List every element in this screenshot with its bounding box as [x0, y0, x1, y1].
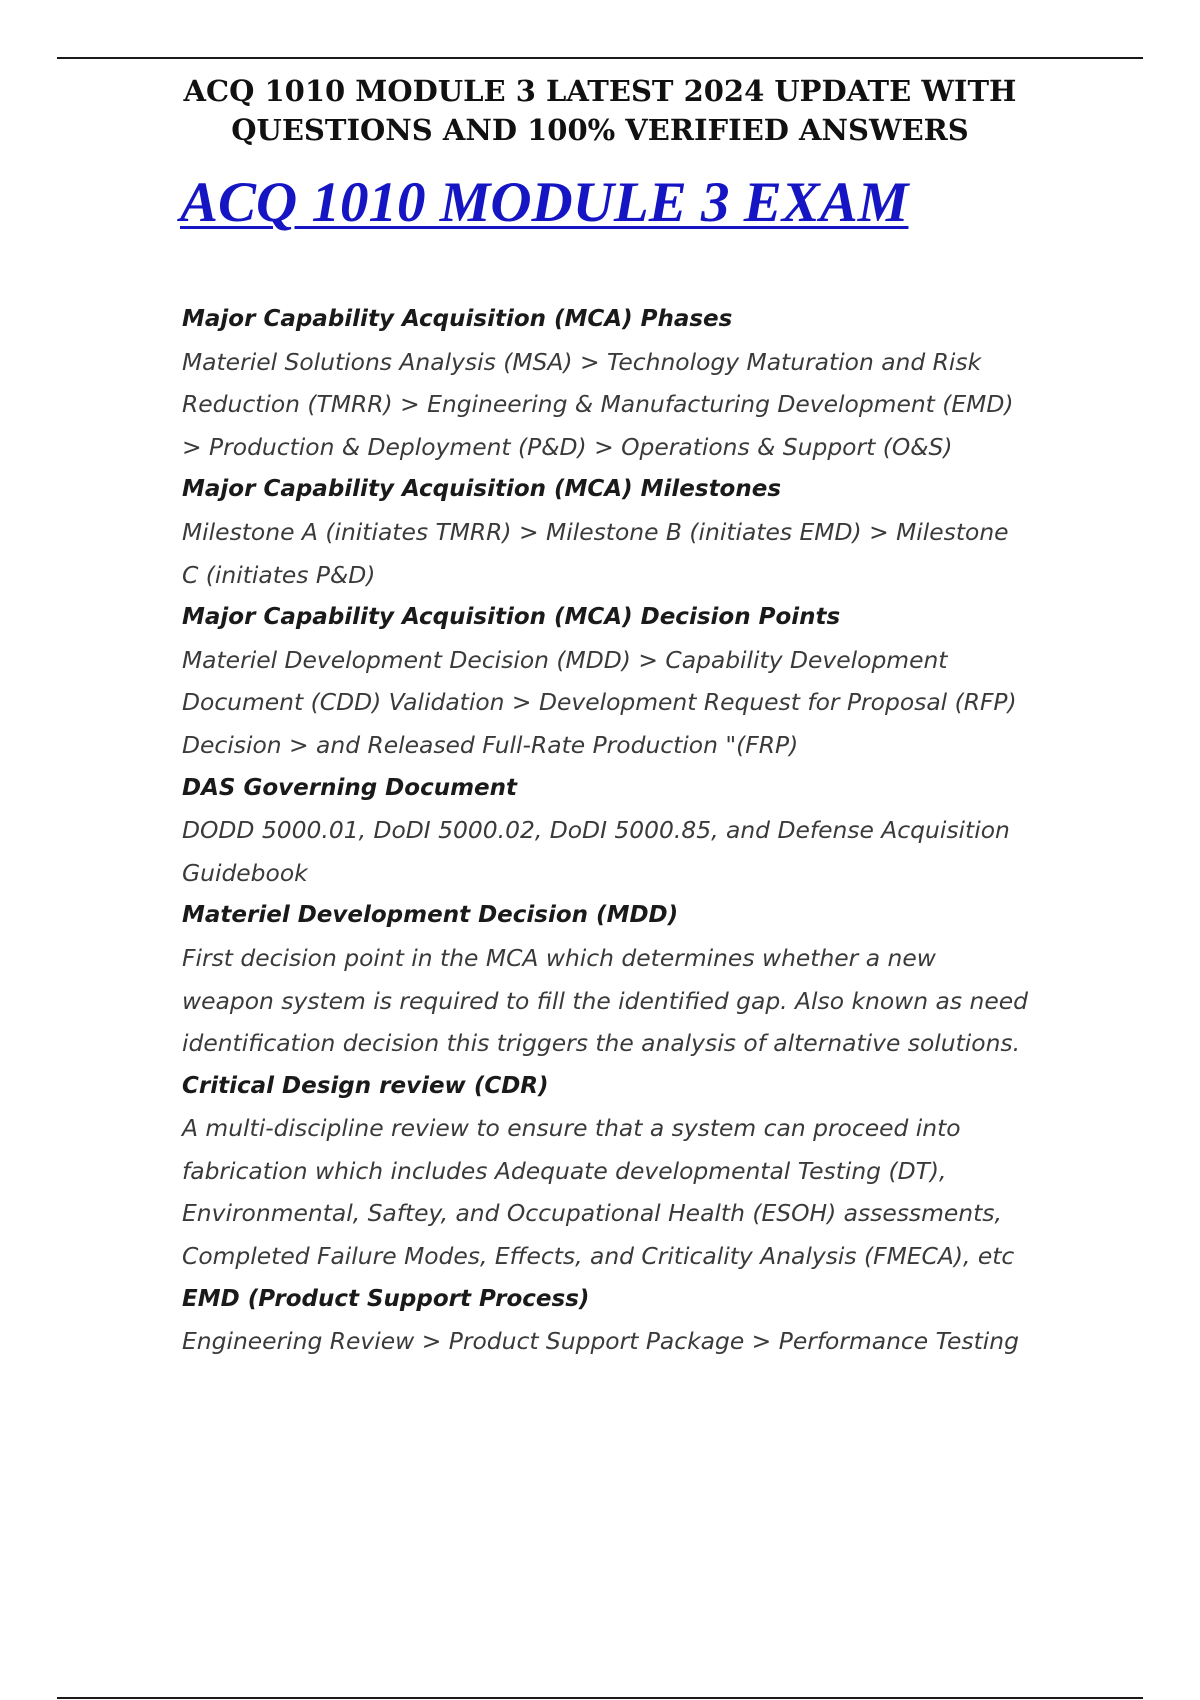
answer-text: First decision point in the MCA which determines whether a new weapon system is required to fill the identified gap. Also known as need identification decision this triggers the analysis of alternative solutions.	[182, 943, 1028, 1058]
qa-item	[182, 596, 1032, 766]
exam-title: ACQ 1010 MODULE 3 EXAM	[180, 171, 909, 234]
qa-list	[182, 298, 1032, 1363]
bottom-divider	[57, 1697, 1143, 1699]
question-text: EMD (Product Support Process)	[182, 1285, 590, 1312]
document-header-title	[100, 72, 1100, 150]
answer-text: Milestone A (initiates TMRR) > Milestone B (initiates EMD) > Milestone C (initiates P&D)	[182, 517, 1009, 589]
question-text: Major Capability Acquisition (MCA) Decision Points	[182, 604, 841, 631]
header-title-line-1: ACQ 1010 MODULE 3 LATEST 2024 UPDATE WITH	[183, 74, 1017, 108]
answer-text: A multi-discipline review to ensure that a system can proceed into fabrication which includes Adequate developmental Testing (DT), Environmental, Saftey, and Occupational Health (ESOH) assessments, Completed Failure Modes, Effects, and Criticality Analysis (FMECA), etc	[182, 1114, 1015, 1271]
qa-item	[182, 468, 1032, 596]
qa-item	[182, 767, 1032, 895]
question-text: Major Capability Acquisition (MCA) Phases	[182, 306, 733, 332]
question-text: Materiel Development Decision (MDD)	[182, 902, 679, 929]
qa-item	[182, 894, 1032, 1064]
qa-item	[182, 1065, 1032, 1278]
question-text: Critical Design review (CDR)	[182, 1072, 549, 1099]
question-text: Major Capability Acquisition (MCA) Milestones	[182, 476, 782, 503]
top-divider	[57, 57, 1143, 59]
qa-item	[182, 298, 1032, 468]
answer-text: Materiel Solutions Analysis (MSA) > Technology Maturation and Risk Reduction (TMRR) > Engineering & Manufacturing Development (EMD) > Production & Deployment (P&D) > Operations & Support (O&S)	[182, 347, 1014, 461]
answer-text: DODD 5000.01, DoDI 5000.02, DoDI 5000.85, and Defense Acquisition Guidebook	[182, 816, 1010, 887]
answer-text: Engineering Review > Product Support Package > Performance Testing	[182, 1327, 1019, 1356]
qa-item	[182, 1278, 1032, 1363]
header-title-line-2: QUESTIONS AND 100% VERIFIED ANSWERS	[231, 113, 969, 147]
question-text: DAS Governing Document	[182, 774, 518, 801]
answer-text: Materiel Development Decision (MDD) > Capability Development Document (CDD) Validation > Development Request for Proposal (RFP) Decision > and Released Full-Rate Production "(FRP)	[182, 645, 1017, 759]
